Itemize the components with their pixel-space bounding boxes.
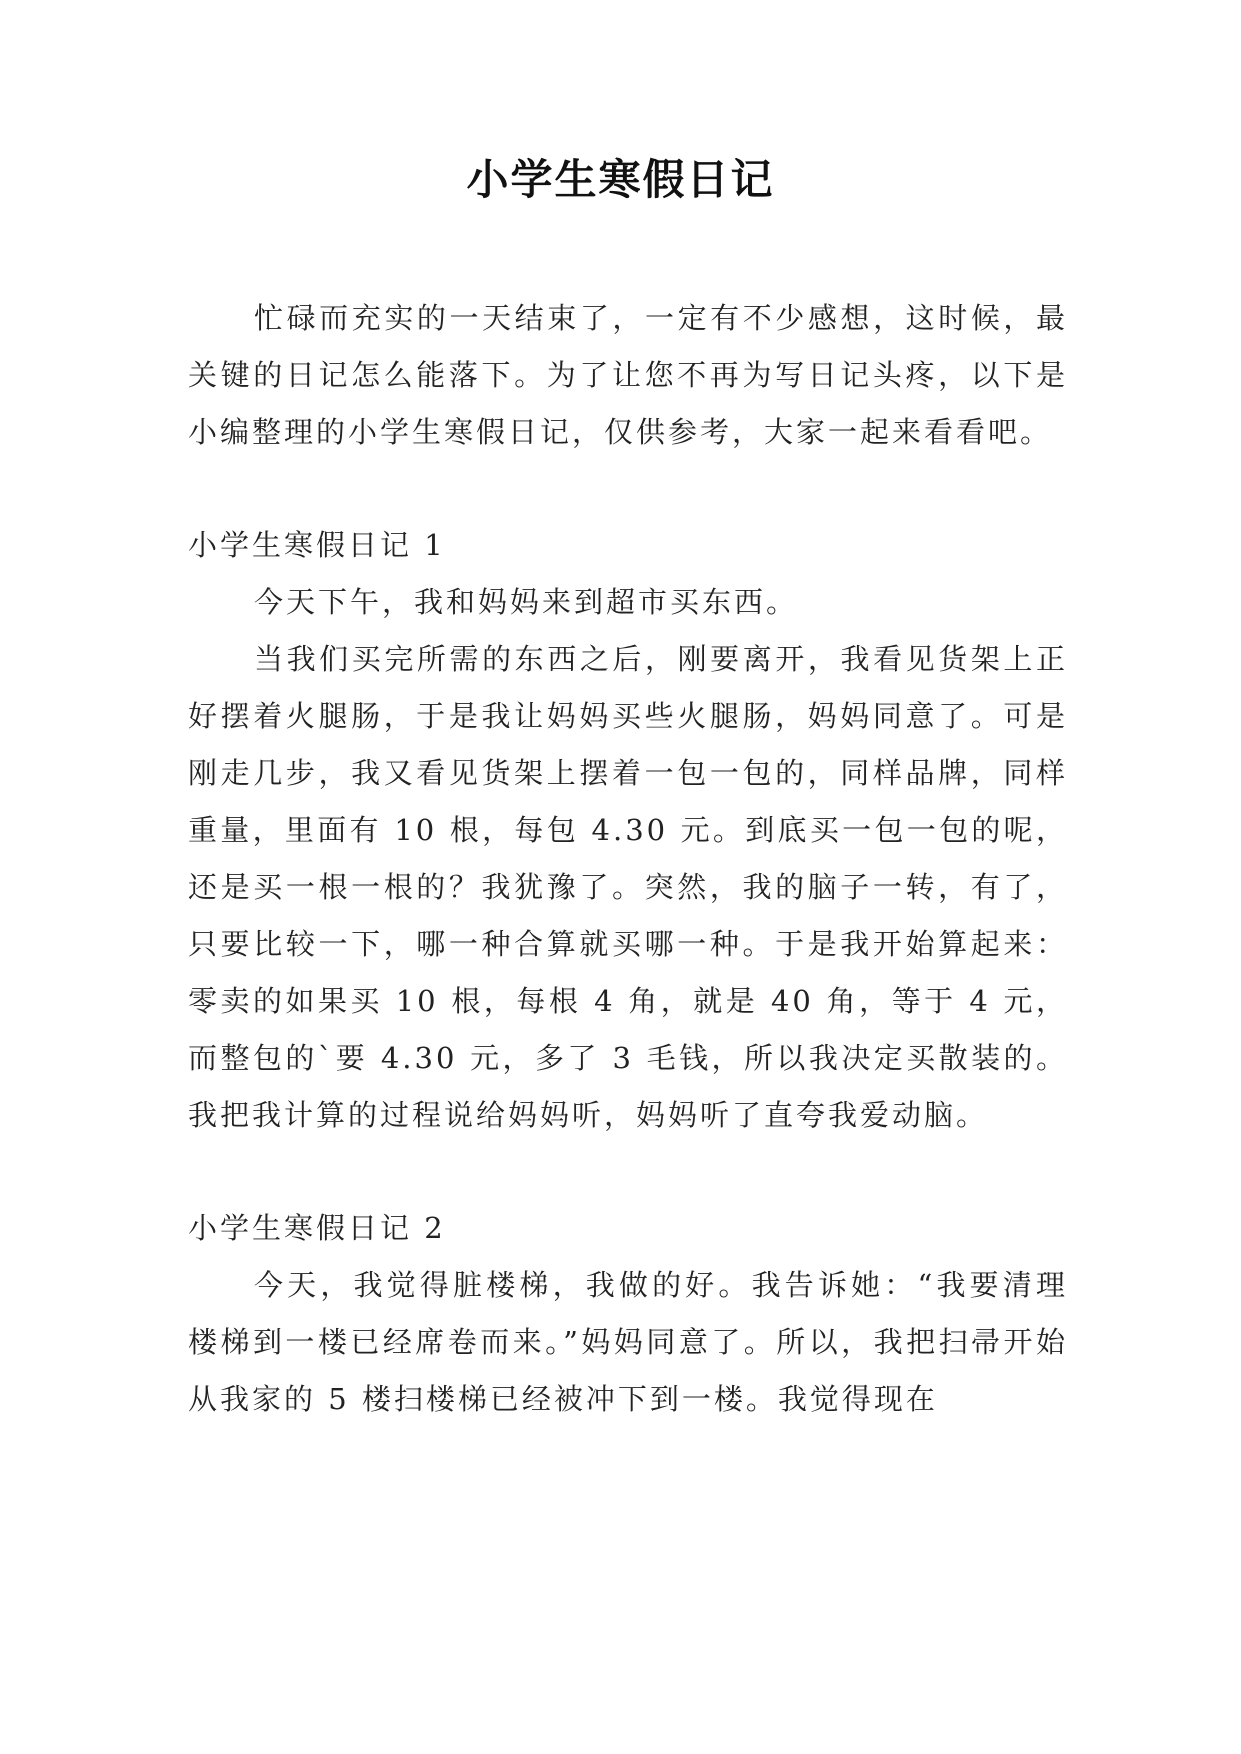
diary-paragraph: 今天，我觉得脏楼梯，我做的好。我告诉她：“我要清理楼梯到一楼已经席卷而来。”妈妈同意了。所以，我把扫帚开始从我家的 5 楼扫楼梯已经被冲下到一楼。我觉得现在 bbox=[188, 1268, 1068, 1416]
intro-paragraph: 忙碌而充实的一天结束了，一定有不少感想，这时候，最关键的日记怎么能落下。为了让您不再为写日记头疼，以下是小编整理的小学生寒假日记，仅供参考，大家一起来看看吧。 bbox=[188, 301, 1068, 449]
diary-paragraph: 今天下午，我和妈妈来到超市买东西。 bbox=[254, 585, 799, 619]
diary-entry-2 bbox=[188, 1200, 1068, 1428]
diary-paragraph: 当我们买完所需的东西之后，刚要离开，我看见货架上正好摆着火腿肠，于是我让妈妈买些火腿肠，妈妈同意了。可是刚走几步，我又看见货架上摆着一包一包的，同样品牌，同样重量，里面有 10 根，每包 4.30 元。到底买一包一包的呢，还是买一根一根的？我犹豫了。突然，我的脑子一转，有了，只要比较一下，哪一种合算就买哪一种。于是我开始算起来：零卖的如果买 10 根，每根 4 角，就是 40 角，等于 4 元，而整包的`要 4.30 元，多了 3 毛钱，所以我决定买散装的。我把我计算的过程说给妈妈听，妈妈听了直夸我爱动脑。 bbox=[188, 642, 1068, 1132]
diary-entry-1 bbox=[188, 517, 1068, 1144]
diary-entry-heading: 小学生寒假日记 2 bbox=[188, 1211, 446, 1245]
document-body bbox=[188, 290, 1068, 1484]
document-title: 小学生寒假日记 bbox=[466, 155, 775, 204]
diary-entry-heading: 小学生寒假日记 1 bbox=[188, 528, 446, 562]
